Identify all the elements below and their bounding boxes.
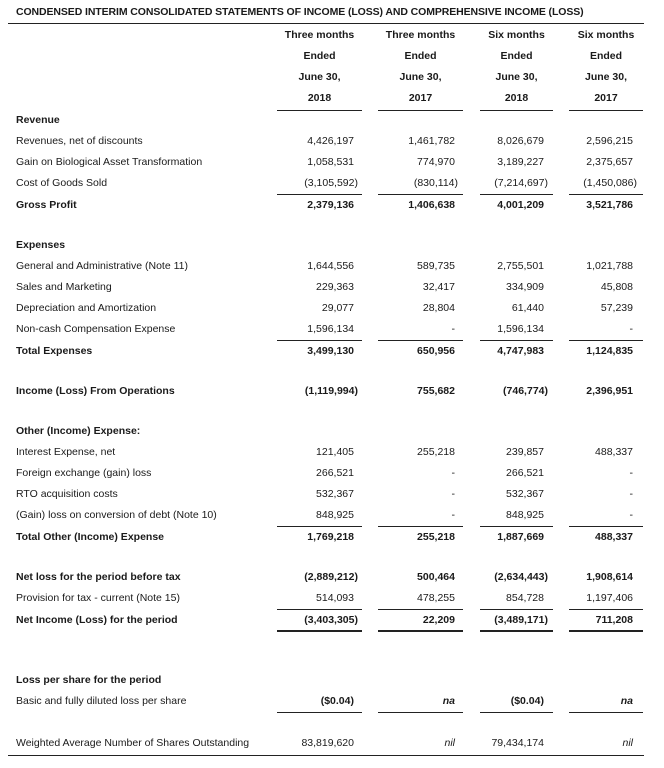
column-header-line: June 30, — [399, 71, 442, 83]
row-label: Income (Loss) From Operations — [16, 385, 175, 397]
cell-value: 774,970 — [417, 156, 455, 168]
row-label: Expenses — [16, 239, 66, 251]
column-header-line: Six months — [577, 29, 635, 41]
cell-value: (1,119,994) — [304, 385, 358, 397]
cell-value: 650,956 — [417, 345, 455, 357]
cell-value: 32,417 — [422, 281, 455, 293]
table-row — [0, 442, 664, 463]
cell-value: - — [629, 488, 633, 500]
column-header-h1-2017 — [569, 25, 643, 109]
cell-value: 4,001,209 — [497, 199, 544, 211]
cell-value: 1,197,406 — [586, 592, 633, 604]
table-row — [0, 131, 664, 152]
row-label: Non-cash Compensation Expense — [16, 323, 176, 335]
section-heading-other — [0, 421, 664, 442]
cell-value: 3,499,130 — [307, 345, 354, 357]
column-header-line: Six months — [488, 29, 545, 41]
cell-value: - — [451, 488, 455, 500]
table-row — [0, 463, 664, 484]
cell-value: 1,058,531 — [307, 156, 354, 168]
row-label: Revenue — [16, 114, 60, 126]
cell-value: (2,634,443) — [494, 571, 548, 583]
eps-underline — [569, 712, 643, 713]
column-header-q2-2018 — [277, 25, 362, 109]
row-label: Provision for tax - current (Note 15) — [16, 592, 180, 604]
cell-value: 229,363 — [316, 281, 354, 293]
column-header-q2-2017 — [378, 25, 463, 109]
cell-value: (3,489,171) — [494, 614, 548, 626]
cell-value: 2,379,136 — [307, 199, 354, 211]
table-row — [0, 173, 664, 194]
cell-value: 2,375,657 — [586, 156, 633, 168]
column-header-line: 2018 — [504, 92, 529, 104]
row-label: (Gain) loss on conversion of debt (Note 10) — [16, 509, 217, 521]
cell-value: 532,367 — [316, 488, 354, 500]
row-label: Weighted Average Number of Shares Outstanding — [16, 737, 250, 749]
cell-value: 1,596,134 — [497, 323, 544, 335]
cell-value: 2,755,501 — [497, 260, 544, 272]
cell-value: 1,406,638 — [408, 199, 455, 211]
cell-value: 57,239 — [600, 302, 633, 314]
cell-value: 121,405 — [316, 446, 354, 458]
cell-value: 500,464 — [417, 571, 455, 583]
total-underline — [480, 630, 553, 632]
cell-value: - — [451, 323, 455, 335]
cell-value: 589,735 — [417, 260, 455, 272]
cell-value: 2,396,951 — [586, 385, 633, 397]
cell-value: 255,218 — [417, 446, 455, 458]
cell-value: 334,909 — [506, 281, 544, 293]
section-heading-eps — [0, 670, 664, 691]
total-underline — [277, 630, 362, 632]
cell-value: 1,461,782 — [408, 135, 455, 147]
total-underline — [569, 630, 643, 632]
total-underline — [378, 630, 463, 632]
cell-value: 4,426,197 — [307, 135, 354, 147]
cell-value: 488,337 — [595, 531, 633, 543]
cell-value: 3,521,786 — [586, 199, 633, 211]
table-row-eps — [0, 691, 664, 712]
cell-value: 854,728 — [506, 592, 544, 604]
title-rule — [8, 23, 644, 24]
row-label: Other (Income) Expense: — [16, 425, 141, 437]
row-label: RTO acquisition costs — [16, 488, 118, 500]
column-header-h1-2018 — [480, 25, 553, 109]
table-row — [0, 588, 664, 609]
cell-value: (2,889,212) — [304, 571, 358, 583]
cell-value: 848,925 — [316, 509, 354, 521]
section-heading-expenses — [0, 235, 664, 256]
column-header-line: June 30, — [495, 71, 538, 83]
eps-underline — [480, 712, 553, 713]
table-row — [0, 298, 664, 319]
row-label: Basic and fully diluted loss per share — [16, 695, 187, 707]
cell-value: ($0.04) — [510, 695, 544, 707]
bottom-rule — [8, 755, 644, 756]
column-header-line: 2017 — [594, 92, 618, 104]
cell-value: 83,819,620 — [301, 737, 354, 749]
cell-value: 28,804 — [422, 302, 455, 314]
cell-value: ($0.04) — [320, 695, 354, 707]
row-label: Depreciation and Amortization — [16, 302, 157, 314]
table-row — [0, 319, 664, 340]
row-label: Net Income (Loss) for the period — [16, 614, 178, 626]
statement-title: CONDENSED INTERIM CONSOLIDATED STATEMENTS OF INCOME (LOSS) AND COMPREHENSIVE INCOME (LOSS) — [16, 6, 584, 18]
cell-value: nil — [444, 737, 455, 749]
row-label: Sales and Marketing — [16, 281, 112, 293]
cell-value: 514,093 — [316, 592, 354, 604]
column-header-line: Three months — [385, 29, 456, 41]
total-row-gross-profit — [0, 195, 664, 216]
cell-value: 488,337 — [595, 446, 633, 458]
cell-value: 45,808 — [600, 281, 633, 293]
cell-value: (7,214,697) — [494, 177, 548, 189]
cell-value: 4,747,983 — [497, 345, 544, 357]
cell-value: na — [442, 695, 455, 707]
cell-value: - — [629, 467, 633, 479]
cell-value: 1,769,218 — [307, 531, 354, 543]
cell-value: 1,908,614 — [586, 571, 633, 583]
cell-value: - — [451, 509, 455, 521]
cell-value: 1,596,134 — [307, 323, 354, 335]
cell-value: 848,925 — [506, 509, 544, 521]
table-row — [0, 256, 664, 277]
section-heading-revenue — [0, 110, 664, 131]
cell-value: 1,644,556 — [307, 260, 354, 272]
cell-value: (746,774) — [503, 385, 548, 397]
cell-value: - — [451, 467, 455, 479]
cell-value: (3,403,305) — [304, 614, 358, 626]
cell-value: 266,521 — [316, 467, 354, 479]
total-row-net-income — [0, 610, 664, 631]
row-label: Net loss for the period before tax — [16, 571, 181, 583]
cell-value: nil — [622, 737, 633, 749]
row-label: Gain on Biological Asset Transformation — [16, 156, 203, 168]
total-row-operations — [0, 381, 664, 402]
row-label: Revenues, net of discounts — [16, 135, 143, 147]
cell-value: 266,521 — [506, 467, 544, 479]
cell-value: 532,367 — [506, 488, 544, 500]
cell-value: 61,440 — [511, 302, 544, 314]
eps-underline — [378, 712, 463, 713]
row-label: Interest Expense, net — [16, 446, 116, 458]
column-header-line: 2018 — [307, 92, 332, 104]
cell-value: 239,857 — [506, 446, 544, 458]
column-header-line: Ended — [589, 50, 623, 62]
cell-value: 1,124,835 — [586, 345, 633, 357]
cell-value: 2,596,215 — [586, 135, 633, 147]
cell-value: (3,105,592) — [304, 177, 358, 189]
row-label: Cost of Goods Sold — [16, 177, 108, 189]
column-header-line: June 30, — [584, 71, 628, 83]
cell-value: (830,114) — [413, 177, 458, 189]
table-row — [0, 277, 664, 298]
column-header-line: Ended — [404, 50, 437, 62]
table-row — [0, 152, 664, 173]
cell-value: 755,682 — [417, 385, 455, 397]
column-header-line: Ended — [303, 50, 336, 62]
cell-value: 1,887,669 — [497, 531, 544, 543]
cell-value: 3,189,227 — [497, 156, 544, 168]
total-row-before-tax — [0, 567, 664, 588]
column-header-line: Ended — [500, 50, 533, 62]
cell-value: 255,218 — [417, 531, 455, 543]
total-row-other — [0, 527, 664, 548]
cell-value: 29,077 — [321, 302, 354, 314]
column-header-line: Three months — [284, 29, 355, 41]
table-row-shares — [0, 733, 664, 754]
column-header-line: 2017 — [408, 92, 433, 104]
cell-value: na — [620, 695, 633, 707]
cell-value: 478,255 — [417, 592, 455, 604]
eps-underline — [277, 712, 362, 713]
row-label: Gross Profit — [16, 199, 77, 211]
cell-value: (1,450,086) — [583, 177, 637, 189]
table-row — [0, 484, 664, 505]
row-label: Loss per share for the period — [16, 674, 162, 686]
cell-value: 1,021,788 — [586, 260, 633, 272]
table-row — [0, 505, 664, 526]
cell-value: 79,434,174 — [491, 737, 544, 749]
column-header-line: June 30, — [298, 71, 341, 83]
cell-value: - — [629, 323, 633, 335]
cell-value: - — [629, 509, 633, 521]
row-label: Foreign exchange (gain) loss — [16, 467, 152, 479]
cell-value: 711,208 — [595, 614, 633, 626]
row-label: Total Expenses — [16, 345, 93, 357]
cell-value: 8,026,679 — [497, 135, 544, 147]
row-label: General and Administrative (Note 11) — [16, 260, 188, 272]
row-label: Total Other (Income) Expense — [16, 531, 164, 543]
total-row-expenses — [0, 341, 664, 362]
cell-value: 22,209 — [422, 614, 455, 626]
